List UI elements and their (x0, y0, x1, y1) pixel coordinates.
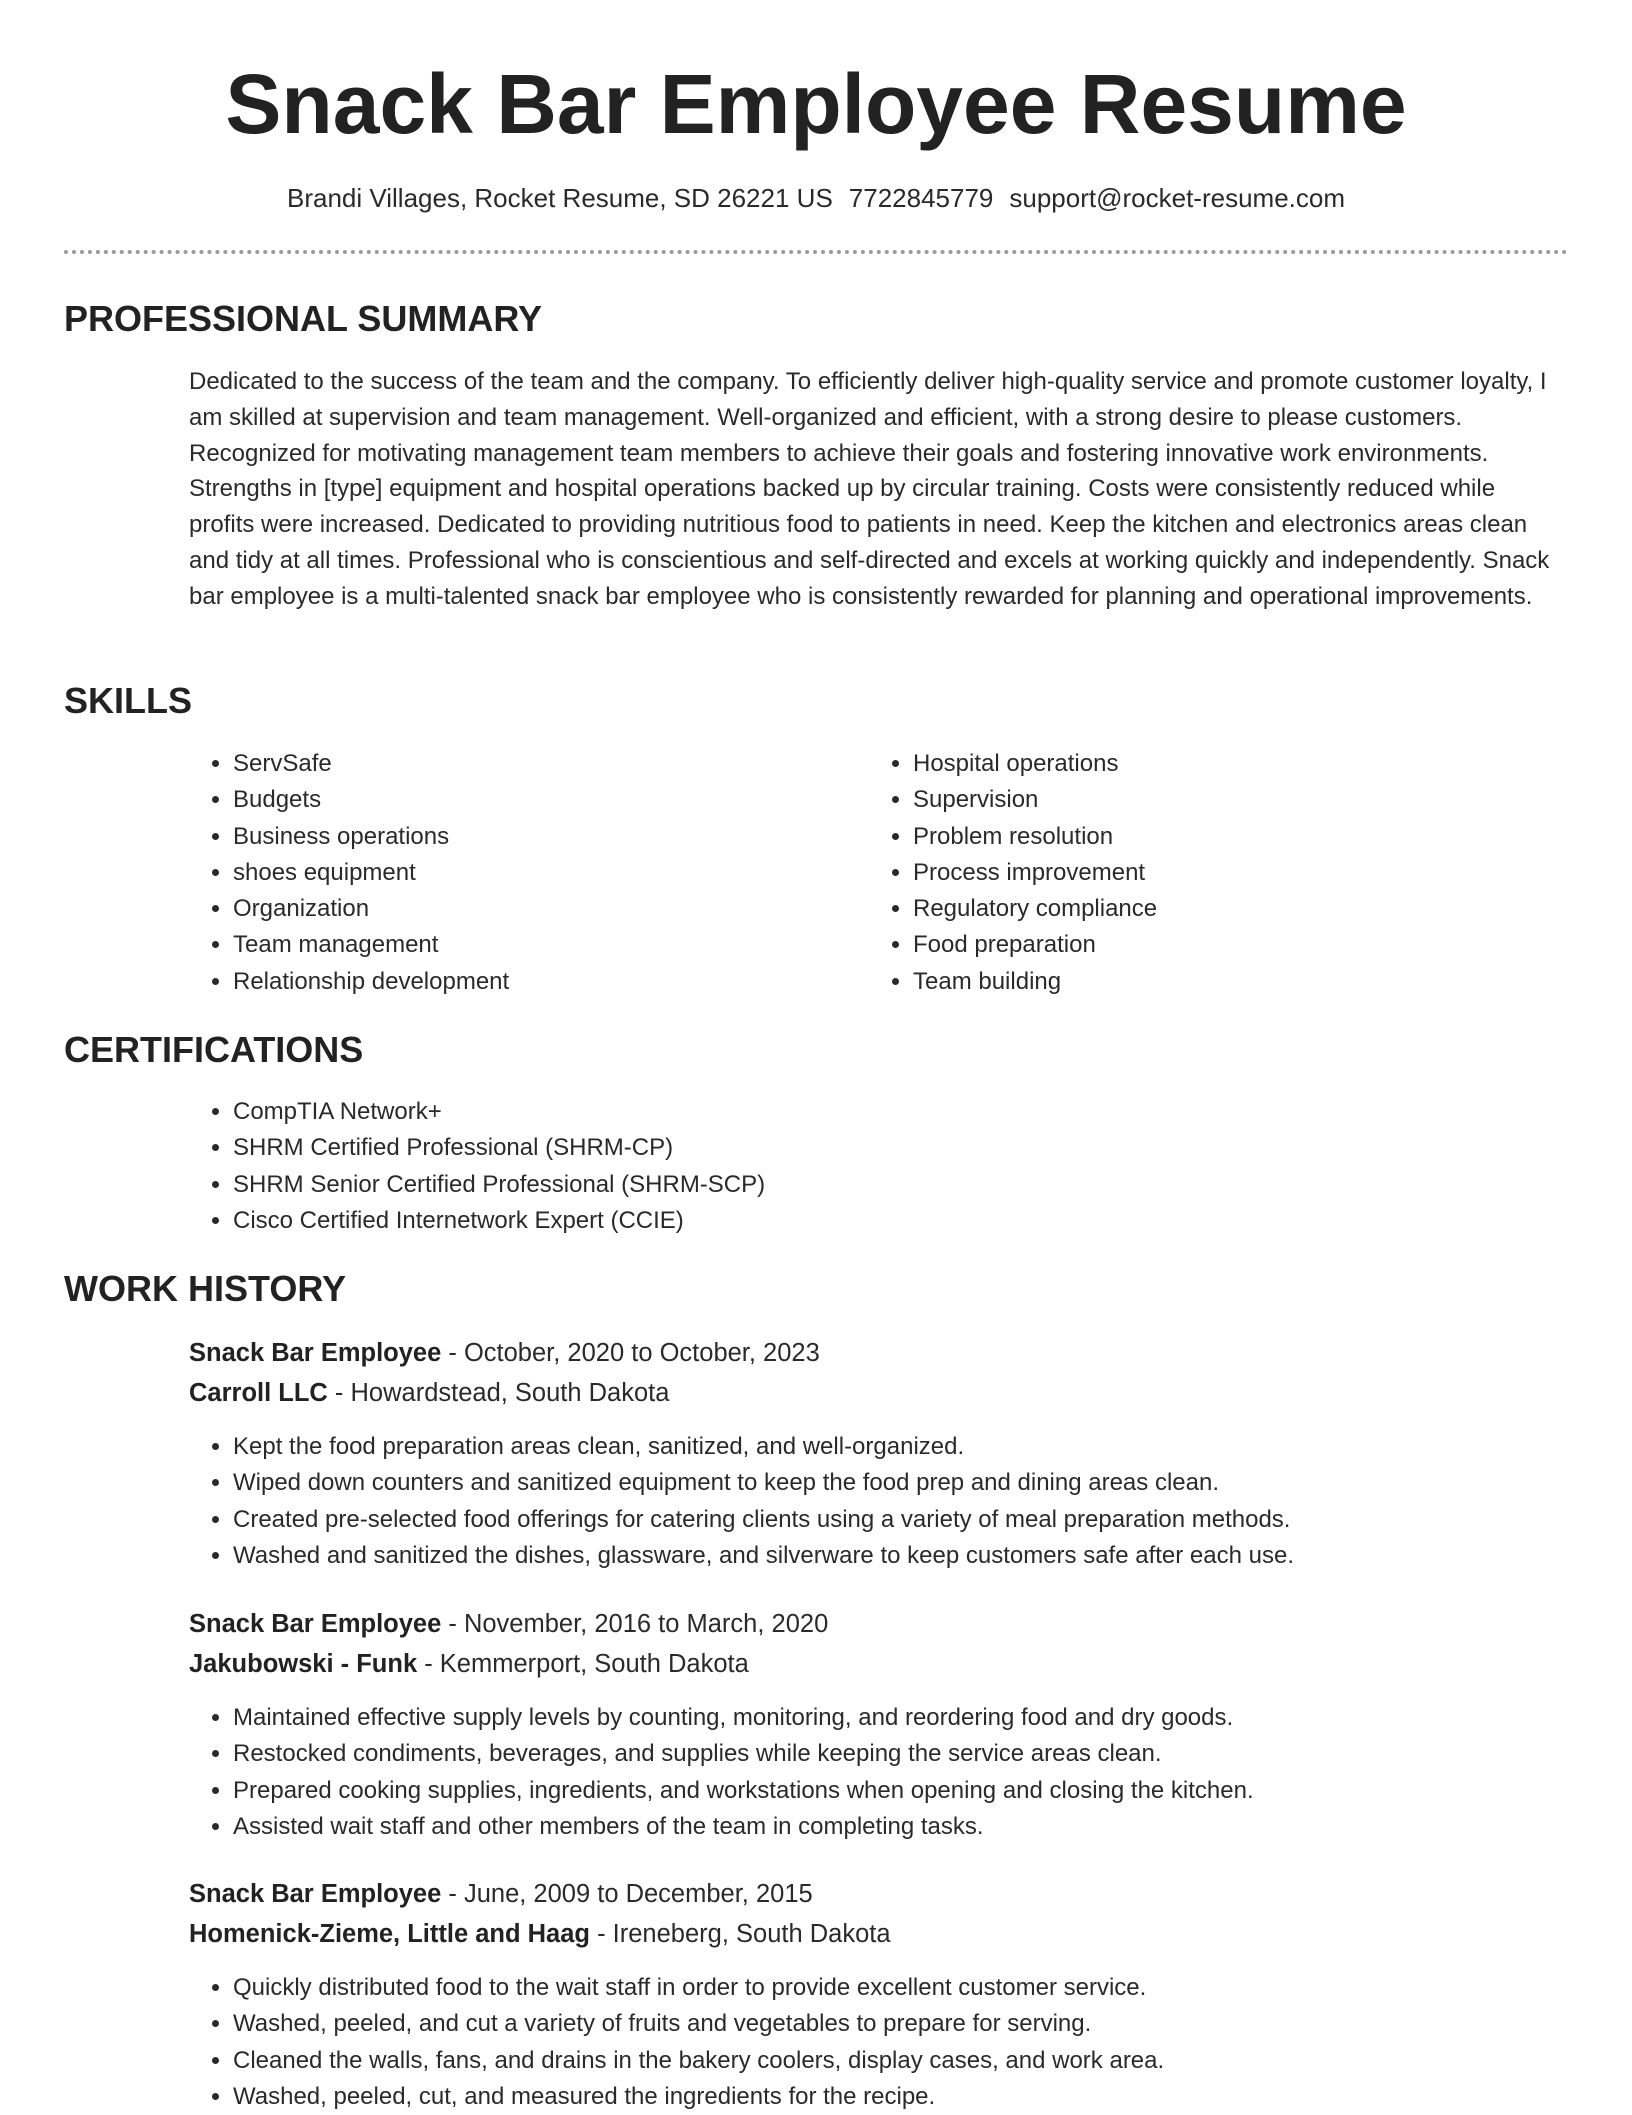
job-bullet: • Kept the food preparation areas clean, sanitized, and well-organized. (233, 1429, 1589, 1465)
job-bullet: • Washed, peeled, and cut a variety of fruits and vegetables to prepare for serving. (233, 2006, 1589, 2042)
certifications-heading: CERTIFICATIONS (64, 1029, 364, 1070)
skill-item: • Problem resolution (913, 819, 1509, 855)
summary-section (64, 297, 1568, 341)
job-bullet: • Cleaned the walls, fans, and drains in the bakery coolers, display cases, and work area. (233, 2043, 1589, 2079)
skill-item: • Team building (913, 964, 1509, 1000)
job-bullet: • Prepared cooking supplies, ingredients, and workstations when opening and closing the kitchen. (233, 1773, 1589, 1809)
skill-item: • Hospital operations (913, 746, 1509, 782)
job-bullet: • Quickly distributed food to the wait staff in order to provide excellent customer service. (233, 1970, 1589, 2006)
skill-item: • ServSafe (233, 746, 829, 782)
contact-phone: 7722845779 (848, 183, 994, 213)
job-bullets (189, 1970, 1589, 2115)
contact-email: support@rocket-resume.com (1009, 183, 1346, 213)
job-company-line (189, 1645, 1559, 1685)
summary-heading: PROFESSIONAL SUMMARY (64, 298, 543, 339)
job-location: - Howardstead, South Dakota (327, 1378, 670, 1407)
skill-item: • Business operations (233, 819, 829, 855)
skill-item: • Supervision (913, 782, 1509, 818)
job-role: Snack Bar Employee (189, 1339, 442, 1367)
skill-item: • Budgets (233, 782, 829, 818)
skill-item: • Regulatory compliance (913, 891, 1509, 927)
contact-line (0, 178, 1632, 218)
certification-item: • SHRM Certified Professional (SHRM-CP) (233, 1130, 1189, 1166)
job-title-line (189, 1605, 1559, 1645)
job-company-line (189, 1374, 1559, 1414)
skill-item: • Relationship development (233, 964, 829, 1000)
job-dates: - November, 2016 to March, 2020 (441, 1610, 829, 1638)
work-history-heading: WORK HISTORY (64, 1268, 347, 1309)
job-bullets (189, 1429, 1589, 1574)
job-location: - Ireneberg, South Dakota (590, 1919, 891, 1948)
skill-item: • Team management (233, 927, 829, 963)
job-entry-header (189, 1875, 1559, 1954)
summary-text: Dedicated to the success of the team and the company. To efficiently deliver high-quality service and promote customer loyalty, I am skilled at supervision and team management. Well-organized and efficient, with a strong desire to please customers. Recognized for motivating management team members to achieve their goals and fostering innovative work environments. Strengths in [type] equipment and hospital operations backed up by circular training. Costs were consistently reduced while profits were increased. Dedicated to providing nutritious food to patients in need. Keep the kitchen and electronics areas clean and tidy at all times. Professional who is conscientious and self-directed and excels at working quickly and independently. Snack bar employee is a multi-talented snack bar employee who is consistently rewarded for planning and operational improvements. (189, 368, 1550, 610)
job-bullet: • Assisted wait staff and other members of the team in completing tasks. (233, 1809, 1589, 1845)
contact-address: Brandi Villages, Rocket Resume, SD 26221 US (286, 183, 833, 213)
skill-item: • Process improvement (913, 855, 1509, 891)
header-divider (64, 250, 1568, 254)
job-location: - Kemmerport, South Dakota (417, 1649, 749, 1678)
job-entry-header (189, 1605, 1559, 1684)
job-bullet: • Restocked condiments, beverages, and supplies while keeping the service areas clean. (233, 1736, 1589, 1772)
certification-item: • SHRM Senior Certified Professional (SHRM-SCP) (233, 1167, 1189, 1203)
skill-item: • Food preparation (913, 927, 1509, 963)
resume-title: Snack Bar Employee Resume (225, 57, 1407, 151)
job-bullet: • Wiped down counters and sanitized equipment to keep the food prep and dining areas clean. (233, 1465, 1589, 1501)
skills-section (64, 679, 1568, 723)
job-bullet: • Washed and sanitized the dishes, glassware, and silverware to keep customers safe after each use. (233, 1538, 1589, 1574)
job-bullet: • Maintained effective supply levels by counting, monitoring, and reordering food and dry goods. (233, 1700, 1589, 1736)
work-history-section (64, 1267, 1568, 1311)
job-bullets (189, 1700, 1589, 1845)
certification-item: • Cisco Certified Internetwork Expert (CCIE) (233, 1203, 1189, 1239)
skill-item: • Organization (233, 891, 829, 927)
job-company: Homenick-Zieme, Little and Haag (189, 1919, 591, 1948)
skills-right-column (869, 746, 1509, 1000)
job-title-line (189, 1334, 1559, 1374)
job-title-line (189, 1875, 1559, 1915)
skills-heading: SKILLS (64, 680, 193, 721)
job-dates: - October, 2020 to October, 2023 (441, 1339, 820, 1367)
job-company: Carroll LLC (189, 1378, 328, 1407)
certification-item: • CompTIA Network+ (233, 1094, 1189, 1130)
job-company: Jakubowski - Funk (189, 1649, 418, 1678)
job-role: Snack Bar Employee (189, 1880, 442, 1908)
job-dates: - June, 2009 to December, 2015 (441, 1880, 813, 1908)
skills-left-column (189, 746, 829, 1000)
skill-item: • shoes equipment (233, 855, 829, 891)
certifications-list (189, 1094, 1189, 1239)
job-company-line (189, 1915, 1559, 1955)
job-bullet: • Created pre-selected food offerings for catering clients using a variety of meal preparation methods. (233, 1502, 1589, 1538)
job-entry-header (189, 1334, 1559, 1413)
certifications-section (64, 1028, 1568, 1072)
job-role: Snack Bar Employee (189, 1610, 442, 1638)
job-bullet: • Washed, peeled, cut, and measured the ingredients for the recipe. (233, 2079, 1589, 2115)
